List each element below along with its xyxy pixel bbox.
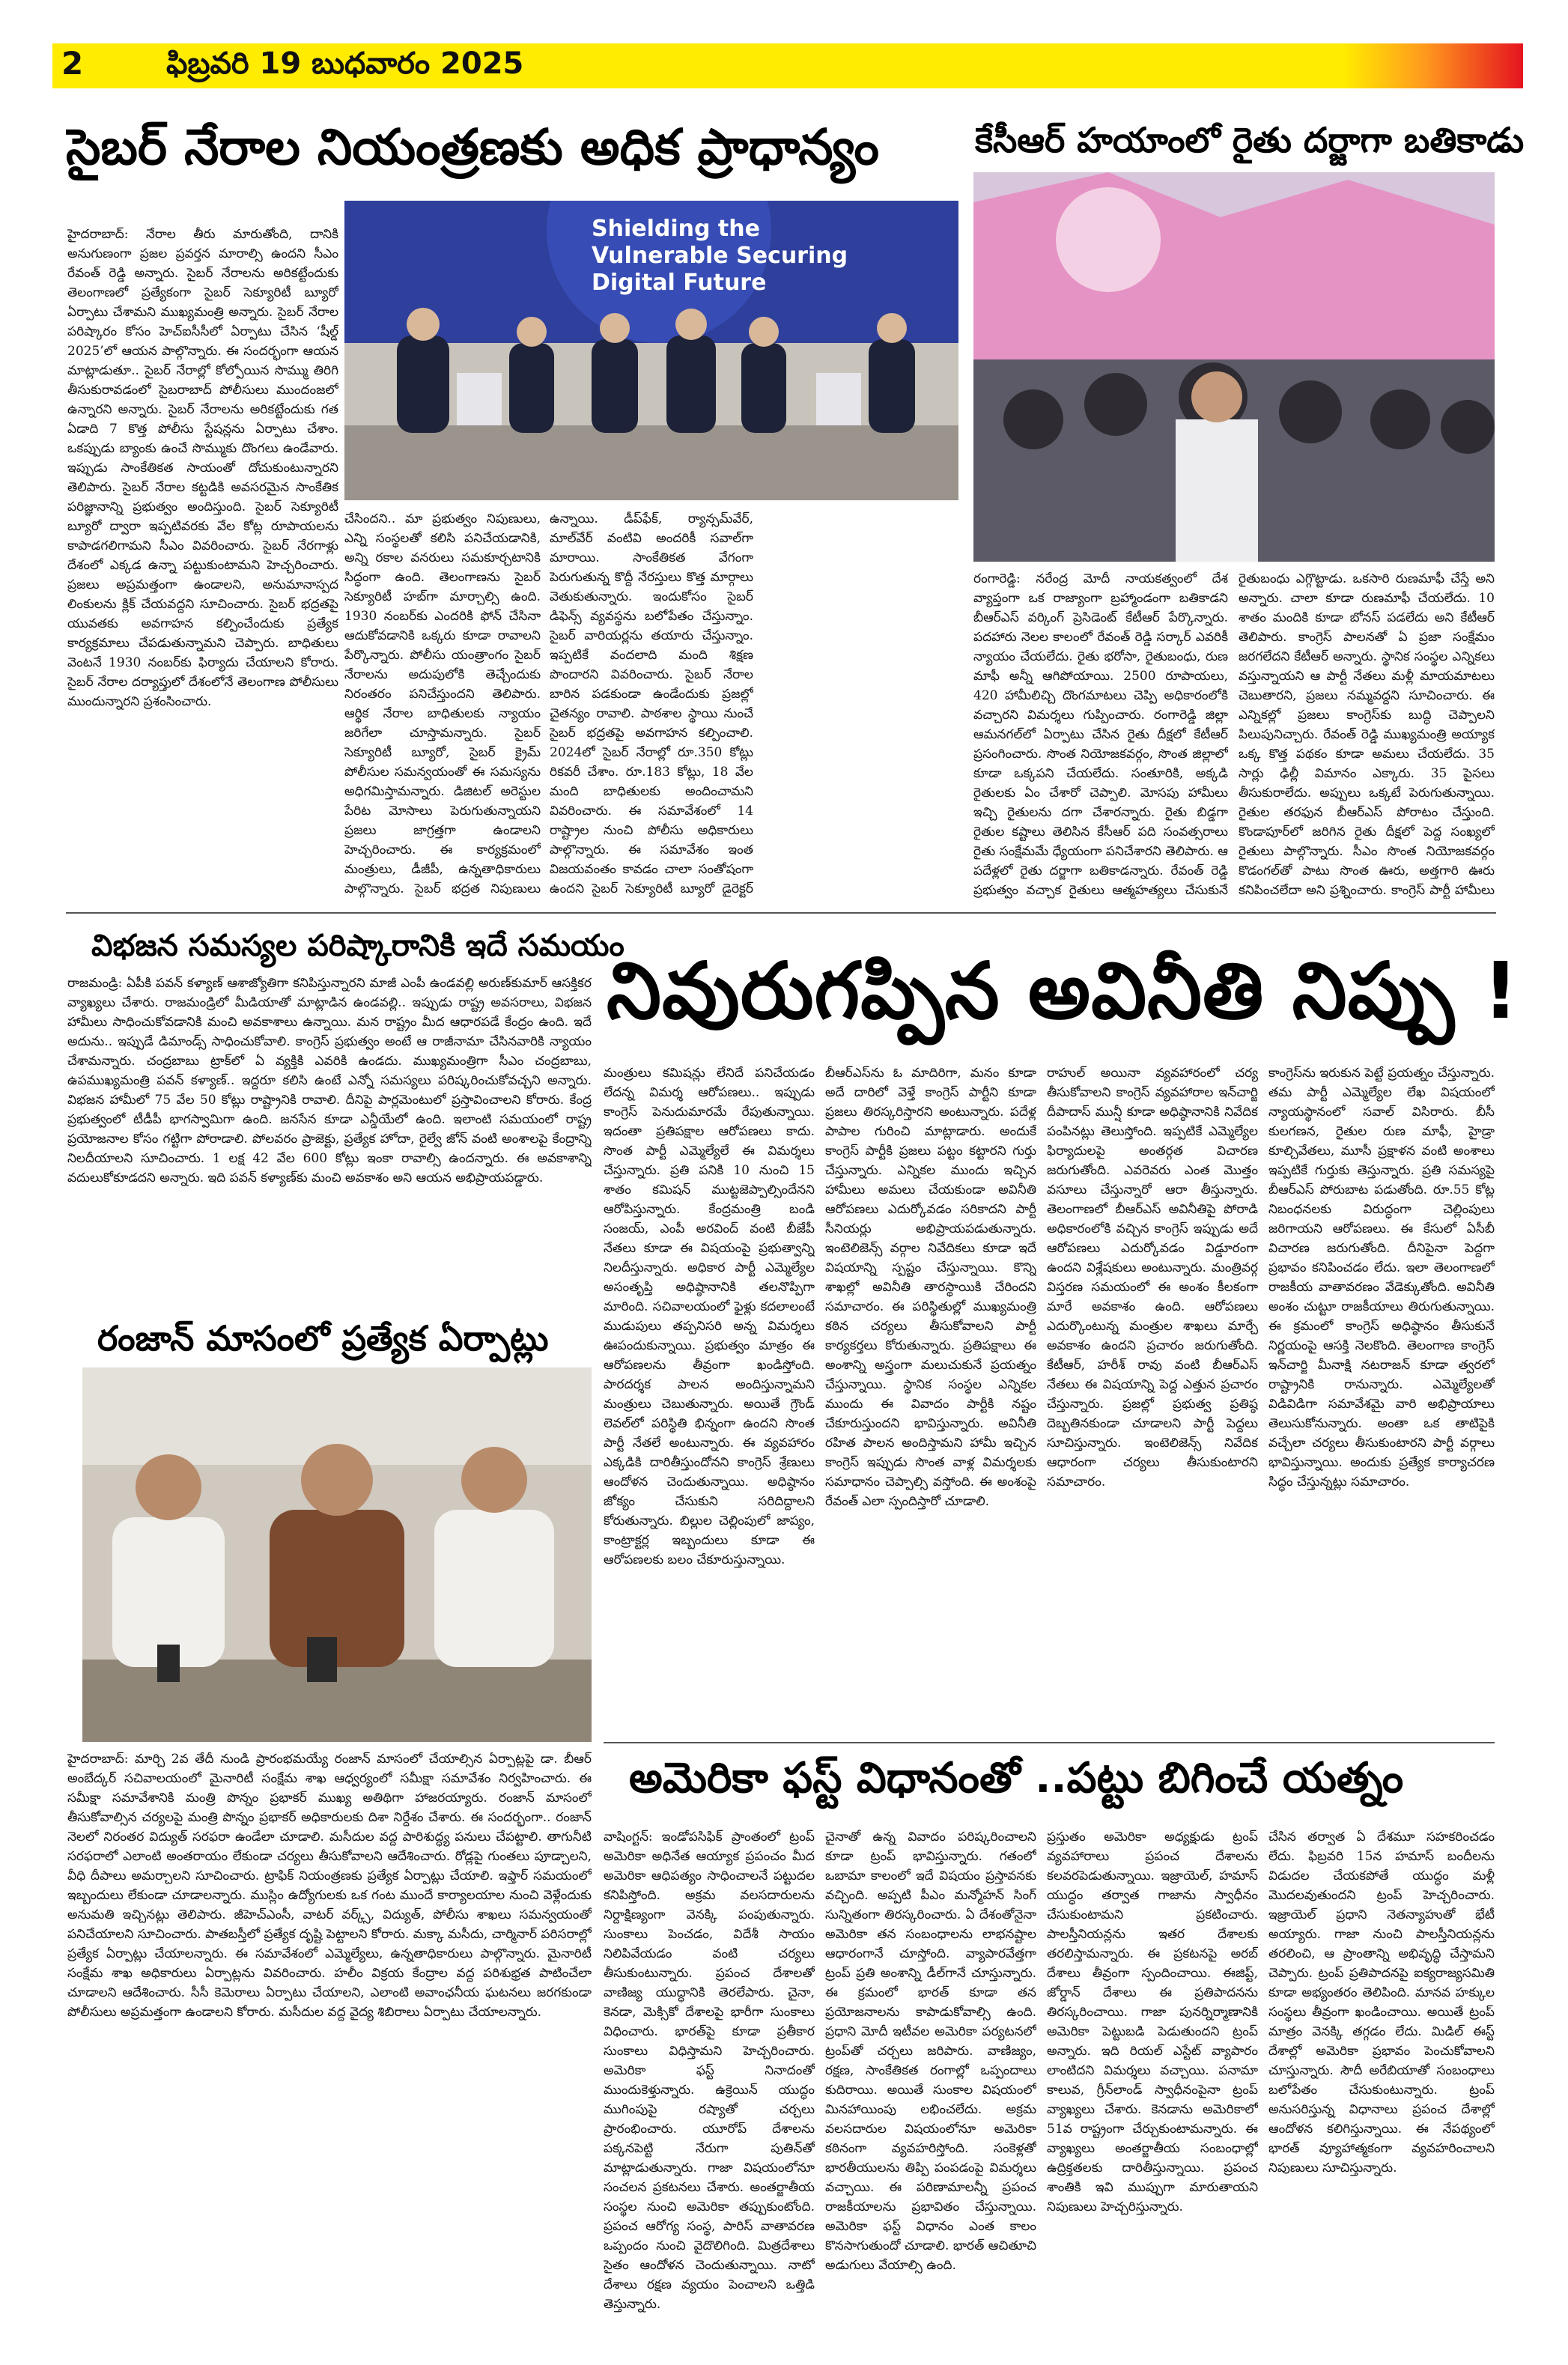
nivuru-column-1: మంత్రులు కమిషన్లు లేనిదే పనిచేయడం లేదన్న విమర్శ ఆరోపణలు.. ఇప్పుడు కాంగ్రెస్ పెనుదుమారమే రేపుతున్నాయి. ఇదంతా ప్రతిపక్షాల ఆరోపణలు కాదు. సొంత పార్టీ ఎమ్మెల్యేలే ఈ విమర్శలు చేస్తున్నారు. ప్రతి పనికి 10 నుంచి 15 శాతం కమిషన్ ముట్టజెప్పాల్సిందేనని ఆరోపిస్తున్నారు. కేంద్రమంత్రి బండి సంజయ్, ఎంపీ అరవింద్ వంటి బీజేపీ నేతలు కూడా ఈ విషయంపై ప్రభుత్వాన్ని నిలదీస్తున్నారు. అధికార పార్టీ ఎమ్మెల్యేల అసంతృప్తి అధిష్ఠానానికి తలనొప్పిగా మారింది. సచివాలయంలో ఫైళ్లు కదలాలంటే ముడుపులు తప్పనిసరి అన్న విమర్శలు ఊపందుకున్నాయి. ప్రభుత్వం మాత్రం ఈ ఆరోపణలను తీవ్రంగా ఖండిస్తోంది. పారదర్శక పాలన అందిస్తున్నామని మంత్రులు చెబుతున్నారు. అయితే గ్రౌండ్ లెవల్‌లో పరిస్థితి భిన్నంగా ఉందని సొంత పార్టీ నేతలే అంటున్నారు. ఈ వ్యవహారం ఎక్కడికి దారితీస్తుందోనని కాంగ్రెస్ శ్రేణులు ఆందోళన చెందుతున్నాయి. అధిష్ఠానం జోక్యం చేసుకుని సరిదిద్దాలని కోరుతున్నారు. బిల్లుల చెల్లింపులో జాప్యం, కాంట్రాక్టర్ల ఇబ్బందులు కూడా ఈ ఆరోపణలకు బలం చేకూరుస్తున్నాయి.	[604, 1066, 815, 1567]
america-column-4: చేసిన తర్వాత ఏ దేశమూ సహకరించడం లేదు. ఫిబ్రవరి 15న హమాస్ బందీలను విడుదల చేయకపోతే యుద్ధం మళ్లీ మొదలవుతుందని ట్రంప్ హెచ్చరించారు. ఇజ్రాయెల్ ప్రధాని నెతన్యాహుతో భేటీ అయ్యారు. గాజా నుంచి పాలస్తీనియన్లను తరలించి, ఆ ప్రాంతాన్ని అభివృద్ధి చేస్తామని చెప్పారు. ట్రంప్ ప్రతిపాదనపై ఐక్యరాజ్యసమితి కూడా అభ్యంతరం తెలిపింది. మానవ హక్కుల సంస్థలు తీవ్రంగా ఖండించాయి. అయితే ట్రంప్ మాత్రం వెనక్కి తగ్గడం లేదు. మిడిల్ ఈస్ట్ దేశాల్లో అమెరికా ప్రభావం పెంచుకోవాలని చూస్తున్నారు. సౌదీ అరేబియాతో సంబంధాలు బలోపేతం చేసుకుంటున్నారు. ట్రంప్ అనుసరిస్తున్న విధానాలు ప్రపంచ దేశాల్లో ఆందోళన కలిగిస్తున్నాయి. ఈ నేపథ్యంలో భారత్ వ్యూహాత్మకంగా వ్యవహరించాలని నిపుణులు సూచిస్తున్నారు.	[1268, 1830, 1495, 2176]
kcr-column-1: రంగారెడ్డి: నరేంద్ర మోదీ నాయకత్వంలో దేశ వ్యాప్తంగా ఒక రాజ్యాంగా బ్రహ్మాండంగా బతికాడని బీఆర్‌ఎస్ వర్కింగ్ ప్రెసిడెంట్ కేటీఆర్ పేర్కొన్నారు. పదహారు నెలల కాలంలో రేవంత్ రెడ్డి సర్కార్ ఎవరికీ న్యాయం చేయలేదు. రైతు భరోసా, రైతుబంధు, రుణ మాఫీ అన్నీ ఆగిపోయాయి. 2500 రూపాయలు, 420 హామీలిచ్చి దొంగమాటలు చెప్పి అధికారంలోకి వచ్చారని విమర్శలు గుప్పించారు. రంగారెడ్డి జిల్లా ఆమనగల్‌లో ఏర్పాటు చేసిన రైతు దీక్షలో కేటీఆర్ ప్రసంగించారు. సొంత నియోజకవర్గం, సొంత జిల్లాలో కూడా ఒక్కపని చేయలేదు. సంతూరికి, అక్కడి రైతులకు ఏం చేశారో చెప్పాలి. మోసపు హామీలు ఇచ్చి రైతులను దగా చేశారన్నారు. రైతు బిడ్డగా రైతుల కష్టాలు తెలిసిన కేసీఆర్ పది సంవత్సరాలు రైతు సంక్షేమమే ధ్యేయంగా పనిచేశారని తెలిపారు. ఆ పదేళ్లలో రైతు దర్జాగా బతికాడన్నారు. రేవంత్ రెడ్డి ప్రభుత్వం వచ్చాక రైతులు ఆత్మహత్యలు చేసుకునే	[973, 571, 1228, 898]
vibhajana-headline: విభజన సమస్యల పరిష్కారానికి ఇదే సమయం	[91, 929, 625, 963]
america-column-2: చైనాతో ఉన్న వివాదం పరిష్కరించాలని కూడా ట్రంప్ భావిస్తున్నారు. గతంలో ఒబామా కాలంలో ఇదే విషయం ప్రస్తావనకు వచ్చింది. అప్పటి పీఎం మన్మోహన్ సింగ్ సున్నితంగా తిరస్కరించారు. ఏ దేశంతోనైనా అమెరికా తన సంబంధాలను లాభనష్టాల ఆధారంగానే చూస్తోంది. వ్యాపారవేత్తగా ట్రంప్ ప్రతి అంశాన్ని డీల్‌గానే చూస్తున్నారు. ఈ క్రమంలో భారత్ కూడా తన ప్రయోజనాలను కాపాడుకోవాల్సి ఉంది. ప్రధాని మోదీ ఇటీవల అమెరికా పర్యటనలో ట్రంప్‌తో చర్చలు జరిపారు. వాణిజ్యం, రక్షణ, సాంకేతికత రంగాల్లో ఒప్పందాలు కుదిరాయి. అయితే సుంకాల విషయంలో మినహాయింపు లభించలేదు. అక్రమ వలసదారుల విషయంలోనూ అమెరికా కఠినంగా వ్యవహరిస్తోంది. సంకెళ్లతో భారతీయులను తిప్పి పంపడంపై విమర్శలు వచ్చాయి. ఈ పరిణామాలన్నీ ప్రపంచ రాజకీయాలను ప్రభావితం చేస్తున్నాయి. అమెరికా ఫస్ట్ విధానం ఎంత కాలం కొనసాగుతుందో చూడాలి. భారత్ ఆచితూచి అడుగులు వేయాల్సి ఉంది.	[825, 1830, 1036, 2273]
nivuru-column-4: కాంగ్రెస్‌ను ఇరుకున పెట్టే ప్రయత్నం చేస్తున్నారు. తమ పార్టీ ఎమ్మెల్యేల లేఖ విషయంలో న్యాయస్థానంలో సవాల్ విసిరారు. బీసీ కులగణన, రైతుల రుణ మాఫీ, హైడ్రా కూల్చివేతలు, మూసీ ప్రక్షాళన వంటి అంశాలు ఇప్పటికే గుర్తుకు తెస్తున్నారు. ప్రతి సమస్యపై బీఆర్‌ఎస్ పోరుబాట పడుతోంది. రూ.55 కోట్ల నిబంధనలకు విరుద్ధంగా చెల్లింపులు జరిగాయని ఆరోపణలు. ఈ కేసులో ఏసీబీ విచారణ జరుగుతోంది. దీనిపైనా పెద్దగా ప్రభావం కనిపించడం లేదు. ఇలా తెలంగాణలో రాజకీయ వాతావరణం వేడెక్కుతోంది. అవినీతి అంశం చుట్టూ రాజకీయాలు తిరుగుతున్నాయి. ఈ క్రమంలో కాంగ్రెస్ అధిష్ఠానం తీసుకునే నిర్ణయంపై ఆసక్తి నెలకొంది. తెలంగాణ కాంగ్రెస్ ఇన్‌చార్జి మీనాక్షి నటరాజన్ కూడా త్వరలో రాష్ట్రానికి రానున్నారు. ఎమ్మెల్యేలతో విడివిడిగా సమావేశమై వారి అభిప్రాయాలు తెలుసుకోనున్నారు. అంతా ఒక తాటిపైకి వచ్చేలా చర్యలు తీసుకుంటారని పార్టీ వర్గాలు భావిస్తున్నాయి. అందుకు ప్రత్యేక కార్యాచరణ సిద్ధం చేస్తున్నట్లు సమాచారం.	[1268, 1066, 1495, 1490]
nivuru-headline: నివురుగప్పిన అవినీతి నిప్పు !	[607, 945, 1519, 1036]
kcr-headline: కేసీఆర్ హయాంలో రైతు దర్జాగా బతికాడు	[975, 120, 1525, 160]
america-column-1: వాషింగ్టన్: ఇండోపసిఫిక్ ప్రాంతంలో ట్రంప్ అమెరికా అధినేత ఆయ్యాక ప్రపంచం మీద అమెరికా ఆధిపత్యం సాధించాలనే పట్టుదల కనిపిస్తోంది. అక్రమ వలసదారులను నిర్దాక్షిణ్యంగా వెనక్కి పంపుతున్నారు. సుంకాలు పెంచడం, విదేశీ సాయం నిలిపివేయడం వంటి చర్యలు తీసుకుంటున్నారు. ప్రపంచ దేశాలతో వాణిజ్య యుద్ధానికి తెరలేపారు. చైనా, కెనడా, మెక్సికో దేశాలపై భారీగా సుంకాలు విధించారు. భారత్‌పై కూడా ప్రతీకార సుంకాలు విధిస్తామని హెచ్చరించారు. అమెరికా ఫస్ట్ నినాదంతో ముందుకెళ్తున్నారు. ఉక్రెయిన్ యుద్ధం ముగింపుపై రష్యాతో చర్చలు ప్రారంభించారు. యూరోప్ దేశాలను పక్కనపెట్టి నేరుగా పుతిన్‌తో మాట్లాడుతున్నారు. గాజా విషయంలోనూ సంచలన ప్రకటనలు చేశారు. అంతర్జాతీయ సంస్థల నుంచి అమెరికా తప్పుకుంటోంది. ప్రపంచ ఆరోగ్య సంస్థ, పారిస్ వాతావరణ ఒప్పందం నుంచి వైదొలిగింది. మిత్రదేశాలు సైతం ఆందోళన చెందుతున్నాయి. నాటో దేశాలు రక్షణ వ్యయం పెంచాలని ఒత్తిడి తెస్తున్నారు.	[604, 1830, 815, 2312]
section-divider-america	[604, 1742, 1495, 1743]
cyber-column-3: ఉన్నాయి. డీప్‌ఫేక్, ర్యాన్సమ్‌వేర్, మాల్‌వేర్ వంటివి అందరికీ సవాల్‌గా మారాయి. సాంకేతికత వేగంగా పెరుగుతున్న కొద్దీ నేరస్తులు కొత్త మార్గాలు వెతుకుతున్నారు. ఇందుకోసం సైబర్ డిఫెన్స్ వ్యవస్థను బలోపేతం చేస్తున్నాం. సైబర్ వారియర్లను తయారు చేస్తున్నాం. ఇప్పటికే వందలాది మంది శిక్షణ పొందారని వివరించారు. సైబర్ నేరాల బారిన పడకుండా ఉండేందుకు ప్రజల్లో చైతన్యం రావాలి. పాఠశాల స్థాయి నుంచే సైబర్ భద్రతపై అవగాహన కల్పించాలి. 2024లో సైబర్ నేరాల్లో రూ.350 కోట్లు రికవరీ చేశాం. రూ.183 కోట్లు, 18 వేల మంది బాధితులకు అందించామని వివరించారు. ఈ సమావేశంలో 14 రాష్ట్రాల నుంచి పోలీసు అధికారులు పాల్గొన్నారు. ఈ సమావేశం ఇంత విజయవంతం కావడం చాలా సంతోషంగా ఉందని సైబర్ సెక్యూరిటీ బ్యూరో డైరెక్టర్	[550, 511, 753, 896]
section-divider-top	[66, 912, 1496, 914]
cyber-column-2: చేసిందని.. మా ప్రభుత్వం నిపుణులు, ఎన్ని సంస్థలతో కలిసి పనిచేయడానికి, అన్ని రకాల వనరులు సమకూర్చటానికి సిద్ధంగా ఉంది. తెలంగాణను సైబర్ సెక్యూరిటీ హబ్‌గా మార్చాల్సి ఉంది. 1930 నంబర్‌కు ఎందరికి ఫోన్ చేసినా ఆదుకోవడానికి ఒక్కరు కూడా రావాలని పేర్కొన్నారు. పోలీసు యంత్రాంగం సైబర్ నేరాలను అదుపులోకి తెచ్చేందుకు నిరంతరం పనిచేస్తుందని తెలిపారు. ఆర్థిక నేరాల బాధితులకు న్యాయం జరిగేలా చూస్తామన్నారు. సైబర్ సెక్యూరిటీ బ్యూరో, సైబర్ క్రైమ్ పోలీసుల సమన్వయంతో ఈ సమస్యను అధిగమిస్తామన్నారు. డిజిటల్ అరెస్టుల పేరిట మోసాలు పెరుగుతున్నాయని ప్రజలు జాగ్రత్తగా ఉండాలని హెచ్చరించారు. ఈ కార్యక్రమంలో మంత్రులు, డీజీపీ, ఉన్నతాధికారులు పాల్గొన్నారు. సైబర్ భద్రత నిపుణులు	[344, 511, 541, 896]
ramzan-photo-illustration	[82, 1367, 592, 1742]
nivuru-column-3: రాహుల్ అయినా వ్యవహారంలో చర్య తీసుకోవాలని కాంగ్రెస్ వ్యవహారాల ఇన్‌చార్జి దీపాదాస్ మున్షీ కూడా అధిష్ఠానానికి నివేదిక పంపినట్లు తెలుస్తోంది. ఇప్పటికే ఎమ్మెల్యేల ఫిర్యాదులపై అంతర్గత విచారణ జరుగుతోంది. ఎవరెవరు ఎంత మొత్తం వసూలు చేస్తున్నారో ఆరా తీస్తున్నారు. తెలంగాణలో బీఆర్‌ఎస్ అవినీతిపై పోరాడి అధికారంలోకి వచ్చిన కాంగ్రెస్ ఇప్పుడు అదే ఆరోపణలు ఎదుర్కోవడం విడ్డూరంగా ఉందని విశ్లేషకులు అంటున్నారు. మంత్రివర్గ విస్తరణ సమయంలో ఈ అంశం కీలకంగా మారే అవకాశం ఉంది. ఆరోపణలు ఎదుర్కొంటున్న మంత్రుల శాఖలు మార్చే అవకాశం ఉందని ప్రచారం జరుగుతోంది. కేటీఆర్, హరీశ్ రావు వంటి బీఆర్‌ఎస్ నేతలు ఈ విషయాన్ని పెద్ద ఎత్తున ప్రచారం చేస్తున్నారు. ప్రజల్లో ప్రభుత్వ ప్రతిష్ఠ దెబ్బతినకుండా చూడాలని పార్టీ పెద్దలు సూచిస్తున్నారు. ఇంటెలిజెన్స్ నివేదిక ఆధారంగా చర్యలు తీసుకుంటారని సమాచారం.	[1047, 1066, 1258, 1490]
kcr-photo-illustration	[973, 172, 1495, 562]
cyber-photo-banner: Shielding the Vulnerable Securing Digital Future	[592, 216, 848, 296]
cyber-column-1: హైదరాబాద్: నేరాల తీరు మారుతోంది, దానికి అనుగుణంగా ప్రజల ప్రవర్తన మారాల్సి ఉందని సీఎం రేవంత్ రెడ్డి అన్నారు. సైబర్ నేరాలను అరికట్టేందుకు తెలంగాణలో ప్రత్యేకంగా సైబర్ సెక్యూరిటీ బ్యూరో ఏర్పాటు చేశామని ముఖ్యమంత్రి అన్నారు. సైబర్ నేరాల పరిష్కారం కోసం హెచ్ఐసీసీలో ఏర్పాటు చేసిన ‘షీల్డ్ 2025’లో ఆయన పాల్గొన్నారు. ఈ సందర్భంగా ఆయన మాట్లాడుతూ.. సైబర్ నేరాల్లో కోల్పోయిన సొమ్ము తిరిగి తీసుకురావడంలో సైబరాబాద్ పోలీసులు ముందంజలో ఉన్నారని అన్నారు. సైబర్ నేరాలను అరికట్టేందుకు గత ఏడాది 7 కొత్త పోలీసు స్టేషన్లను ఏర్పాటు చేశాం. ఒకప్పుడు బ్యాంకు ఉంచే సొమ్ముకు దొంగలు ఉండేవారు. ఇప్పుడు సాంకేతికత సాయంతో దోచుకుంటున్నారని తెలిపారు. సైబర్ నేరాల కట్టడికి అవసరమైన సాంకేతిక పరిజ్ఞానాన్ని ప్రభుత్వం అందిస్తుంది. సైబర్ సెక్యూరిటీ బ్యూరో ద్వారా ఇప్పటివరకు వేల కోట్ల రూపాయలను కాపాడగలిగామని సీఎం వివరించారు. సైబర్ నేరగాళ్లు దేశంలో ఎక్కడ ఉన్నా పట్టుకుంటామని హెచ్చరించారు. ప్రజలు అప్రమత్తంగా ఉండాలని, అనుమానాస్పద లింకులను క్లిక్ చేయవద్దని సూచించారు. సైబర్ భద్రతపై యువతకు అవగాహన కల్పించేందుకు ప్రత్యేక కార్యక్రమాలు చేపడుతున్నామని చెప్పారు. బాధితులు వెంటనే 1930 నంబర్‌కు ఫిర్యాదు చేయాలని కోరారు. సైబర్ నేరాల దర్యాప్తులో దేశంలోనే తెలంగాణ పోలీసులు ముందున్నారని ప్రశంసించారు.	[67, 227, 338, 709]
kcr-column-2: రైతుబంధు ఎగ్గొట్టాడు. ఒకసారి రుణమాఫీ చేస్తే అని అన్నారు. చాలా కూడా రుణమాఫీ చేయలేదు. 10 శాతం మందికి కూడా బోనస్ పడలేదు అని కేటీఆర్ తెలిపారు. కాంగ్రెస్ పాలనతో ఏ ప్రజా సంక్షేమం జరగలేదని కేటీఆర్ అన్నారు. స్థానిక సంస్థల ఎన్నికలు వస్తున్నాయని ఆ పార్టీ నేతలు మళ్లీ మాయమాటలు చెబుతారని, ప్రజలు నమ్మవద్దని సూచించారు. ఈ ఎన్నికల్లో ప్రజలు కాంగ్రెస్‌కు బుద్ధి చెప్పాలని పిలుపునిచ్చారు. రేవంత్ రెడ్డి ముఖ్యమంత్రి అయ్యాక ఒక్క కొత్త పథకం కూడా అమలు చేయలేదు. 35 సార్లు ఢిల్లీ విమానం ఎక్కారు. 35 పైసలు తీసుకురాలేదు. అప్పులు ఒక్కటే పెరుగుతున్నాయి. రైతుల తరఫున బీఆర్‌ఎస్ పోరాటం చేస్తుంది. కొండాపూర్‌లో జరిగిన రైతు దీక్షలో పెద్ద సంఖ్యలో రైతులు పాల్గొన్నారు. సీఎం సొంత నియోజకవర్గం కొడంగల్‌తో పాటు సొంత ఊరు, అత్తగారి ఊరు కనిపించలేదా అని ప్రశ్నించారు. కాంగ్రెస్ పార్టీ హామీలు	[1239, 571, 1495, 898]
ramzan-photo	[82, 1367, 592, 1742]
nivuru-column-2: బీఆర్‌ఎస్‌ను ఓ మాదిరిగా, మనం కూడా అదే దారిలో వెళ్తే కాంగ్రెస్ పార్టీని కూడా ప్రజలు తిరస్కరిస్తారని అంటున్నారు. పదేళ్ల పాపాల గురించి మాట్లాడారు. అందుకే కాంగ్రెస్ పార్టీకి ప్రజలు పట్టం కట్టారని గుర్తు చేస్తున్నారు. ఎన్నికల ముందు ఇచ్చిన హామీలు అమలు చేయకుండా అవినీతి ఆరోపణలు ఎదుర్కోవడం సరికాదని పార్టీ సీనియర్లు అభిప్రాయపడుతున్నారు. ఇంటెలిజెన్స్ వర్గాల నివేదికలు కూడా ఇదే విషయాన్ని స్పష్టం చేస్తున్నాయి. కొన్ని శాఖల్లో అవినీతి తారస్థాయికి చేరిందని సమాచారం. ఈ పరిస్థితుల్లో ముఖ్యమంత్రి కఠిన చర్యలు తీసుకోవాలని పార్టీ కార్యకర్తలు కోరుతున్నారు. ప్రతిపక్షాలు ఈ అంశాన్ని అస్త్రంగా మలుచుకునే ప్రయత్నం చేస్తున్నాయి. స్థానిక సంస్థల ఎన్నికల ముందు ఈ వివాదం పార్టీకి నష్టం చేకూరుస్తుందని భావిస్తున్నారు. అవినీతి రహిత పాలన అందిస్తామని హామీ ఇచ్చిన కాంగ్రెస్ ఇప్పుడు సొంత వాళ్ల విమర్శలకు సమాధానం చెప్పాల్సి వస్తోంది. ఈ అంశంపై రేవంత్ ఎలా స్పందిస్తారో చూడాలి.	[825, 1066, 1036, 1509]
masthead-corner	[1343, 43, 1523, 88]
america-headline: అమెరికా ఫస్ట్ విధానంతో ..పట్టు బిగించే యత్నం	[629, 1754, 1404, 1803]
ramzan-text: హైదరాబాద్: మార్చి 2వ తేదీ నుండి ప్రారంభమయ్యే రంజాన్ మాసంలో చేయాల్సిన ఏర్పాట్లపై డా. బీఆర్ అంబేద్కర్ సచివాలయంలో మైనారిటీ సంక్షేమ శాఖ ఆధ్వర్యంలో సమీక్షా సమావేశం నిర్వహించారు. ఈ సమీక్షా సమావేశానికి మంత్రి పొన్నం ప్రభాకర్ ముఖ్య అతిథిగా హాజరయ్యారు. రంజాన్ మాసంలో తీసుకోవాల్సిన చర్యలపై మంత్రి పొన్నం ప్రభాకర్ అధికారులకు దిశా నిర్దేశం చేశారు. ఈ సందర్భంగా.. రంజాన్ నెలలో నిరంతర విద్యుత్ సరఫరా ఉండేలా చూడాలి. మసీదుల వద్ద పారిశుద్ధ్య పనులు చేపట్టాలి. తాగునీటి సరఫరాలో ఎలాంటి అంతరాయం లేకుండా చర్యలు తీసుకోవాలని ఆదేశించారు. రోడ్లపై గుంతలు పూడ్చాలని, వీధి దీపాలు అమర్చాలని సూచించారు. ట్రాఫిక్ నియంత్రణకు ప్రత్యేక ఏర్పాట్లు చేయాలి. ఇఫ్తార్ సమయంలో ఇబ్బందులు లేకుండా చూడాలన్నారు. ముస్లిం ఉద్యోగులకు ఒక గంట ముందే కార్యాలయాల నుంచి వెళ్లేందుకు అనుమతి ఇచ్చినట్లు తెలిపారు. జీహెచ్ఎంసీ, వాటర్ వర్క్స్, విద్యుత్, పోలీసు శాఖలు సమన్వయంతో పనిచేయాలని సూచించారు. పాతబస్తీలో ప్రత్యేక దృష్టి పెట్టాలని కోరారు. మక్కా మసీదు, చార్మినార్ పరిసరాల్లో ప్రత్యేక ఏర్పాట్లు చేయాలన్నారు. ఈ సమావేశంలో ఎమ్మెల్యేలు, ఉన్నతాధికారులు పాల్గొన్నారు. మైనారిటీ సంక్షేమ శాఖ అధికారులు ఏర్పాట్లను వివరించారు. హలీం విక్రయ కేంద్రాల వద్ద పరిశుభ్రత పాటించేలా చూడాలని ఆదేశించారు. సీసీ కెమెరాలు ఏర్పాటు చేయాలని, ఎలాంటి అవాంఛనీయ ఘటనలు జరగకుండా పోలీసులు అప్రమత్తంగా ఉండాలని కోరారు. మసీదుల వద్ద వైద్య శిబిరాలు ఏర్పాటు చేయాలన్నారు.	[67, 1752, 592, 2020]
page-date: ఫిబ్రవరి 19 బుధవారం 2025	[166, 46, 524, 81]
kcr-photo	[973, 172, 1495, 562]
cyber-photo	[344, 201, 958, 500]
vibhajana-text: రాజమండ్రి: ఏపీకి పవన్ కళ్యాణ్ ఆశాజ్యోతిగా కనిపిస్తున్నారని మాజీ ఎంపీ ఉండవల్లి అరుణ్‌కుమార్ ఆసక్తికర వ్యాఖ్యలు చేశారు. రాజమండ్రిలో మీడియాతో మాట్లాడిన ఉండవల్లి.. ఇప్పుడు రాష్ట్ర అవసరాలు, విభజన హామీలు సాధించుకోవడానికి మంచి అవకాశాలు ఉన్నాయి. మన రాష్ట్రం మీద ఆధారపడే కేంద్రం ఉంది. ఇదే అదును.. ఇప్పుడే డిమాండ్స్ సాధించుకోవాలి. కాంగ్రెస్ ప్రభుత్వం అంటే ఆ రాజీనామా చేసినవారికి న్యాయం చేశామన్నారు. చంద్రబాబు ట్రాక్‌లో ఏ వ్యక్తికి ఎవరికి ఉండదు. ముఖ్యమంత్రిగా సీఎం చంద్రబాబు, ఉపముఖ్యమంత్రి పవన్ కళ్యాణ్.. ఇద్దరూ కలిసి ఉంటే ఎన్నో సమస్యలు పరిష్కరించుకోవచ్చని అన్నారు. విభజన హామీలో 75 వేల 50 కోట్లు రాష్ట్రానికి రావాలి. దీనిపై పార్లమెంటులో ప్రస్తావించాలని కోరారు. కేంద్ర ప్రభుత్వంలో టీడీపీ భాగస్వామిగా ఉంది. జనసేన కూడా ఎన్డీయేలో ఉంది. ఇలాంటి సమయంలో రాష్ట్ర ప్రయోజనాల కోసం గట్టిగా పోరాడాలి. పోలవరం ప్రాజెక్టు, ప్రత్యేక హోదా, రైల్వే జోన్ వంటి అంశాలపై కేంద్రాన్ని నిలదీయాలని సూచించారు. 1 లక్ష 42 వేల 600 కోట్లు ఇంకా రావాల్సి ఉందన్నారు. ఈ అవకాశాన్ని వదులుకోకూడదని అన్నారు. ఇది పవన్ కళ్యాణ్‌కు మంచి అవకాశం అని ఆయన అభిప్రాయపడ్డారు.	[67, 976, 592, 1185]
page-number: 2	[61, 45, 84, 82]
ramzan-headline: రంజాన్ మాసంలో ప్రత్యేక ఏర్పాట్లు	[97, 1318, 549, 1358]
cyber-headline: సైబర్ నేరాల నియంత్రణకు అధిక ప్రాధాన్యం	[66, 118, 880, 176]
america-column-3: ప్రస్తుతం అమెరికా అధ్యక్షుడు ట్రంప్ వ్యవహారాలు ప్రపంచ దేశాలను కలవరపెడుతున్నాయి. ఇజ్రాయెల్, హమాస్ యుద్ధం తర్వాత గాజాను స్వాధీనం చేసుకుంటామని ప్రకటించారు. పాలస్తీనియన్లను ఇతర దేశాలకు తరలిస్తామన్నారు. ఈ ప్రకటనపై అరబ్ దేశాలు తీవ్రంగా స్పందించాయి. ఈజిప్ట్, జోర్డాన్ దేశాలు ఈ ప్రతిపాదనను తిరస్కరించాయి. గాజా పునర్నిర్మాణానికి అమెరికా పెట్టుబడి పెడుతుందని ట్రంప్ అన్నారు. ఇది రియల్ ఎస్టేట్ వ్యాపారం లాంటిదని విమర్శలు వచ్చాయి. పనామా కాలువ, గ్రీన్‌లాండ్ స్వాధీనంపైనా ట్రంప్ వ్యాఖ్యలు చేశారు. కెనడాను అమెరికాలో 51వ రాష్ట్రంగా చేర్చుకుంటామన్నారు. ఈ వ్యాఖ్యలు అంతర్జాతీయ సంబంధాల్లో ఉద్రిక్తతలకు దారితీస్తున్నాయి. ప్రపంచ శాంతికి ఇవి ముప్పుగా మారుతాయని నిపుణులు హెచ్చరిస్తున్నారు.	[1047, 1830, 1258, 2214]
